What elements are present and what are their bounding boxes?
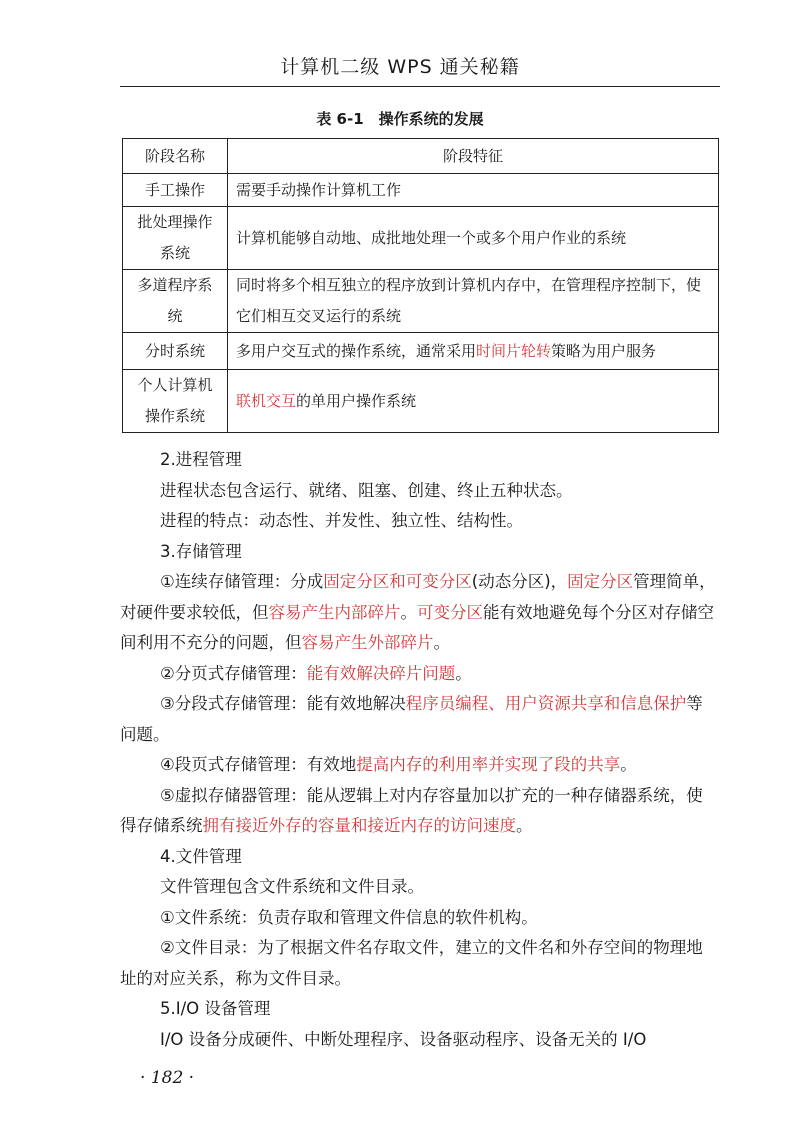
stage-name-cell: 分时系统 (123, 333, 228, 370)
text: 能有效地避免每个分区对存储空间利用不充分的问题，但 (120, 602, 714, 652)
feature-text: 需要手动操作计算机工作 (236, 180, 402, 199)
text: ⑤虚拟存储器管理：能从逻辑上对内存容量加以扩充的一种存储器系统，使得存储系统 (120, 785, 703, 835)
text: 。 (516, 816, 533, 835)
text: ③分段式存储管理：能有效地解决 (160, 694, 406, 713)
body-text (120, 445, 716, 1055)
highlighted-term: 能有效解决碎片问题 (306, 663, 456, 683)
paragraph: I/O 设备分成硬件、中断处理程序、设备驱动程序、设备无关的 I/O (160, 1029, 647, 1049)
text: 等问题。 (120, 694, 703, 744)
stage-name-cell: 个人计算机操作系统 (123, 370, 228, 433)
stage-feature-cell (228, 370, 719, 433)
feature-text: 的单用户操作系统 (296, 391, 417, 410)
section-heading-io: 5.I/O 设备管理 (160, 999, 271, 1018)
highlighted-term: 固定分区 (567, 572, 634, 591)
text: 。 (455, 663, 472, 683)
feature-text: 同时将多个相互独立的程序放到计算机内存中，在管理程序控制下，使它们相互交叉运行的系统 (236, 276, 702, 325)
stage-name-cell: 多道程序系统 (123, 270, 228, 333)
page-number: · 182 · (140, 1068, 195, 1088)
highlighted-term: 可变分区 (417, 602, 483, 622)
file-item-system: ①文件系统：负责存取和管理文件信息的软件机构。 (160, 907, 538, 927)
table-header-row (123, 139, 719, 174)
highlighted-term: 容易产生内部碎片 (268, 602, 401, 622)
feature-text: 计算机能够自动地、成批地处理一个或多个用户作业的系统 (236, 228, 627, 247)
running-title: 计算机二级 WPS 通关秘籍 (280, 56, 520, 78)
feature-text: 多用户交互式的操作系统，通常采用 (236, 341, 477, 360)
text: ①连续存储管理：分成 (160, 572, 324, 591)
table-row (123, 370, 719, 433)
storage-item-paging (160, 659, 716, 690)
text: 。 (400, 602, 417, 622)
stage-feature-cell (228, 333, 719, 370)
paragraph: 文件管理包含文件系统和文件目录。 (160, 877, 424, 896)
feature-text: 策略为用户服务 (551, 341, 657, 360)
column-header-stage-name: 阶段名称 (123, 139, 228, 174)
text: ④段页式存储管理：有效地 (160, 755, 357, 774)
text: ②分页式存储管理： (160, 663, 307, 683)
table-row (123, 207, 719, 270)
highlighted-term: 程序员编程、用户资源共享和信息保护 (405, 694, 687, 713)
highlighted-term: 提高内存的利用率并实现了段的共享 (356, 755, 621, 774)
stage-feature-cell (228, 207, 719, 270)
paragraph: 进程状态包含运行、就绪、阻塞、创建、终止五种状态。 (160, 480, 573, 500)
text: 。 (620, 755, 637, 774)
highlighted-term: 联机交互 (236, 391, 297, 410)
text: (动态分区)， (471, 572, 568, 591)
storage-item-contiguous (120, 567, 716, 659)
storage-item-segmented-paging (160, 750, 716, 781)
stage-name-cell: 批处理操作系统 (123, 207, 228, 270)
storage-item-segmentation (120, 689, 716, 750)
table-row (123, 333, 719, 370)
stage-name-cell: 手工操作 (123, 174, 228, 207)
section-heading-storage: 3.存储管理 (160, 541, 242, 561)
section-heading-file: 4.文件管理 (160, 846, 242, 866)
column-header-stage-feature: 阶段特征 (228, 139, 719, 174)
stage-feature-cell (228, 270, 719, 333)
highlighted-term: 容易产生外部碎片 (301, 633, 434, 652)
highlighted-term: 时间片轮转 (476, 341, 552, 360)
text: 管理简单，对硬件要求较低，但 (120, 572, 716, 622)
table-row (123, 174, 719, 207)
text: 。 (433, 633, 450, 652)
table-caption: 表 6-1 操作系统的发展 (316, 110, 484, 128)
table-row (123, 270, 719, 333)
file-item-directory: ②文件目录：为了根据文件名存取文件，建立的文件名和外存空间的物理地址的对应关系，称为文件目录。 (120, 938, 703, 988)
paragraph: 进程的特点：动态性、并发性、独立性、结构性。 (160, 511, 523, 530)
storage-item-virtual-memory (120, 781, 716, 842)
section-heading-process: 2.进程管理 (160, 450, 242, 469)
os-evolution-table (122, 138, 719, 433)
highlighted-term: 拥有接近外存的容量和接近内存的访问速度 (202, 816, 516, 835)
highlighted-term: 固定分区和可变分区 (323, 572, 472, 591)
header-rule (120, 86, 720, 87)
stage-feature-cell (228, 174, 719, 207)
